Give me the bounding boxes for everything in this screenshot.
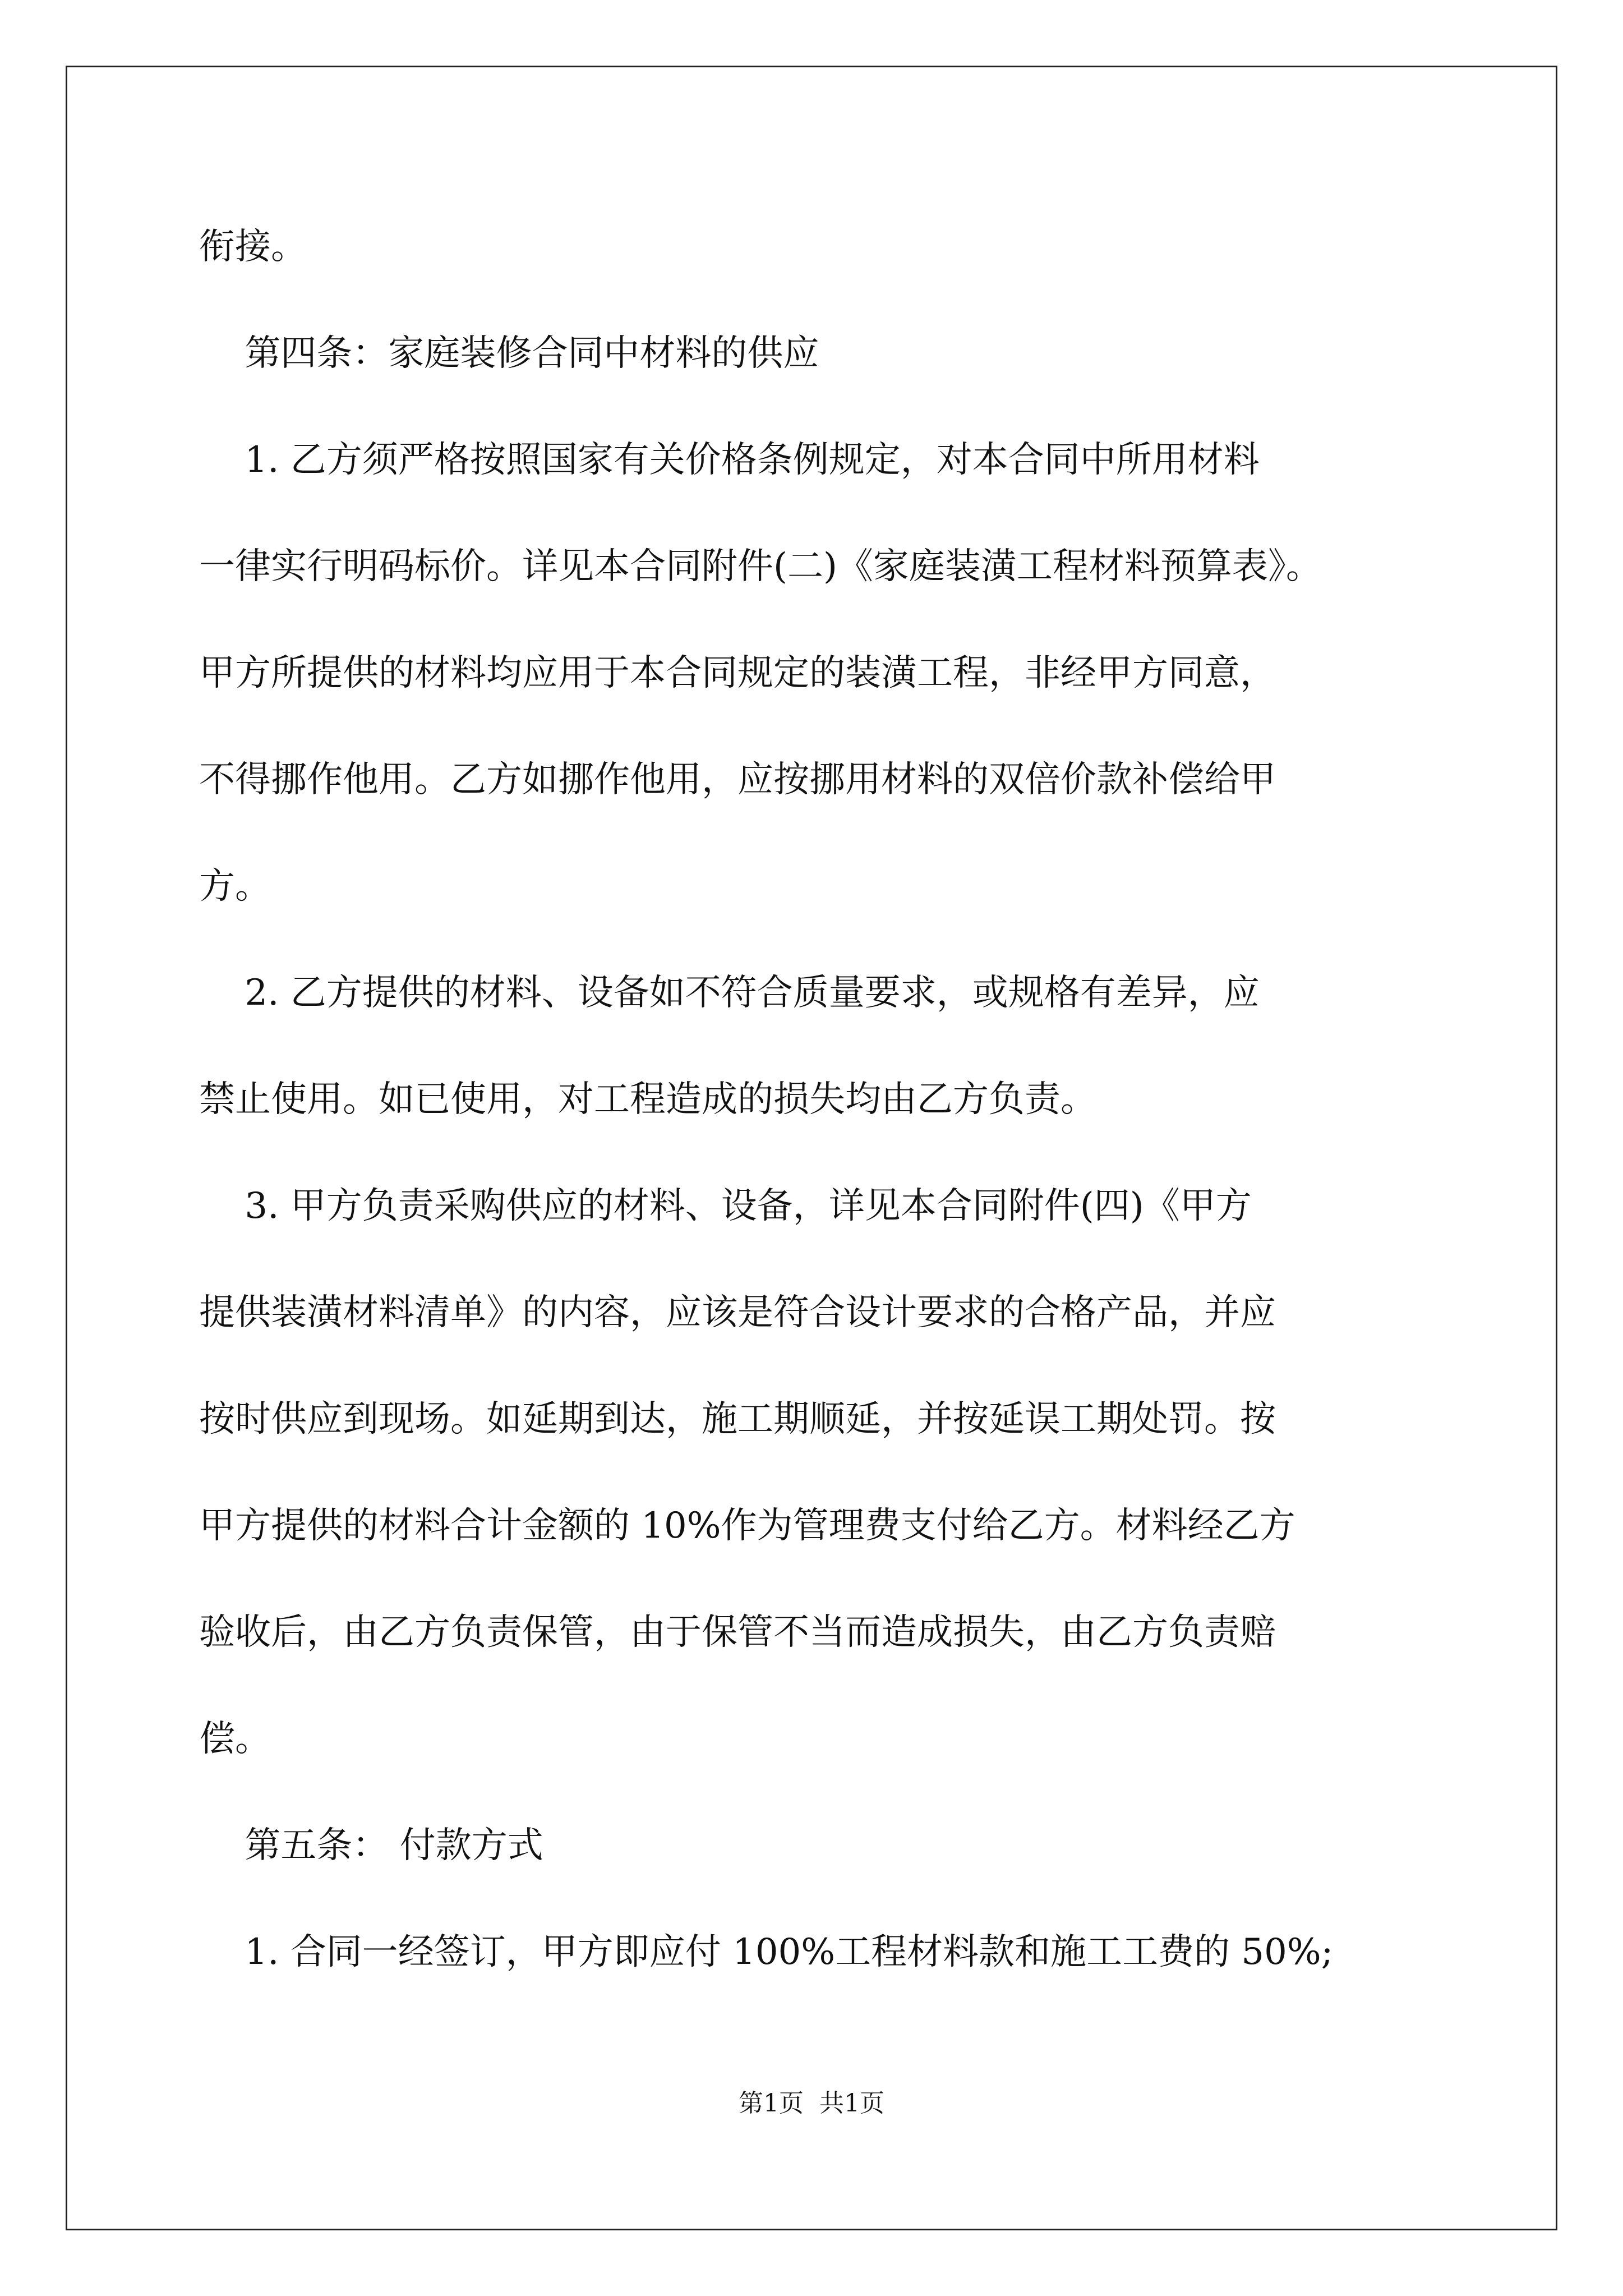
text-line: 2. 乙方提供的材料、设备如不符合质量要求，或规格有差异，应 [199, 972, 1260, 1014]
text-line: 验收后，由乙方负责保管，由于保管不当而造成损失，由乙方负责赔 [199, 1612, 1276, 1653]
text-line: 衔接。 [199, 226, 307, 268]
text-line: 第五条： 付款方式 [199, 1825, 543, 1866]
text-line: 按时供应到现场。如延期到达，施工期顺延，并按延误工期处罚。按 [199, 1398, 1276, 1440]
text-line: 方。 [199, 866, 271, 907]
text-line: 第四条：家庭装修合同中材料的供应 [199, 333, 819, 374]
text-line: 一律实行明码标价。详见本合同附件(二)《家庭装潢工程材料预算表》。 [199, 546, 1322, 587]
text-line: 甲方提供的材料合计金额的 10%作为管理费支付给乙方。材料经乙方 [199, 1505, 1295, 1547]
page-border [66, 66, 1557, 2230]
text-line: 禁止使用。如已使用，对工程造成的损失均由乙方负责。 [199, 1079, 1096, 1120]
text-line: 不得挪作他用。乙方如挪作他用，应按挪用材料的双倍价款补偿给甲 [199, 759, 1276, 800]
text-line: 1. 合同一经签订，甲方即应付 100%工程材料款和施工工费的 50%; [199, 1931, 1334, 1973]
text-line: 3. 甲方负责采购供应的材料、设备，详见本合同附件(四)《甲方 [199, 1185, 1252, 1227]
text-line: 甲方所提供的材料均应用于本合同规定的装潢工程，非经甲方同意， [199, 652, 1276, 694]
page-footer: 第1页 共1页 [739, 2089, 884, 2118]
text-line: 1. 乙方须严格按照国家有关价格条例规定，对本合同中所用材料 [199, 439, 1260, 481]
text-line: 偿。 [199, 1718, 271, 1760]
text-line: 提供装潢材料清单》的内容，应该是符合设计要求的合格产品，并应 [199, 1292, 1276, 1333]
